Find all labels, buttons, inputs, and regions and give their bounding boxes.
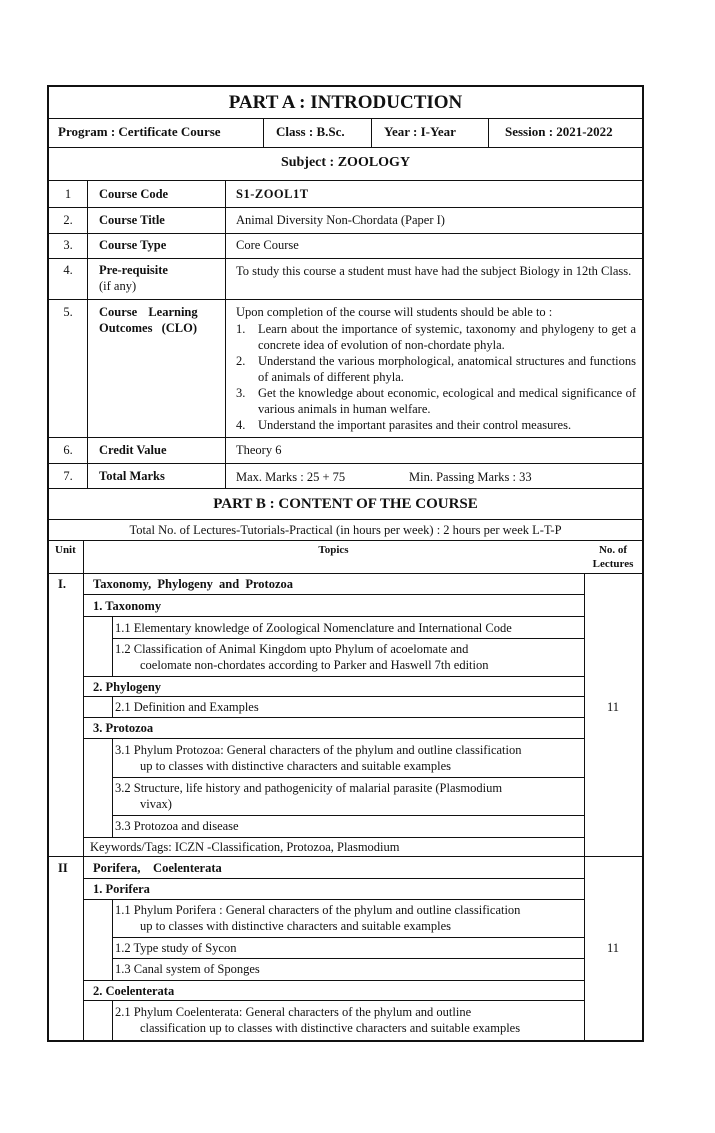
part-a-title: PART A : INTRODUCTION — [228, 92, 463, 113]
class-label: Class : B.Sc. — [276, 124, 345, 139]
indent-divider — [112, 738, 113, 837]
section-heading: 2. Coelenterata — [93, 984, 175, 998]
divider — [49, 207, 642, 208]
unit-number: II — [58, 861, 68, 875]
indent-divider — [112, 696, 113, 717]
prerequisite-label-note: (if any) — [99, 279, 137, 293]
topic-item-cont: up to classes with distinctive characters and suitable examples — [140, 759, 452, 773]
section-heading: 1. Porifera — [93, 882, 150, 896]
divider — [49, 180, 642, 181]
prerequisite-value: To study this course a student must have had the subject Biology in 12th Class. — [236, 264, 632, 278]
clo-item: 3. Get the knowledge about economic, ecological and medical significance of various animals in human welfare. — [236, 386, 636, 416]
course-type-label: Course Type — [99, 238, 167, 252]
divider — [83, 837, 584, 838]
topic-item: 1.1 Phylum Porifera : General characters of the phylum and outline classification — [115, 903, 521, 917]
unit-title: Taxonomy, Phylogeny and Protozoa — [93, 577, 293, 591]
subject-title: Subject : ZOOLOGY — [280, 155, 411, 170]
divider — [112, 958, 584, 959]
indent-divider — [112, 1000, 113, 1041]
course-code-label: Course Code — [99, 187, 169, 201]
divider — [83, 616, 584, 617]
divider — [49, 488, 642, 489]
topic-item: 2.1 Definition and Examples — [115, 700, 259, 714]
divider — [263, 118, 264, 147]
divider — [112, 777, 584, 778]
lectures-header: No. of — [598, 544, 628, 556]
row-number: 5. — [63, 305, 73, 319]
divider — [49, 437, 642, 438]
clo-label-note: Outcomes (CLO) — [99, 321, 197, 335]
divider — [488, 118, 489, 147]
divider — [49, 519, 642, 520]
topic-item-cont: coelomate non-chordates according to Parker and Haswell 7th edition — [140, 658, 489, 672]
topic-item: 1.1 Elementary knowledge of Zoological Nomenclature and International Code — [115, 621, 512, 635]
topic-item: 3.1 Phylum Protozoa: General characters of the phylum and outline classification — [115, 743, 522, 757]
divider — [49, 147, 642, 148]
unit-number: I. — [58, 577, 66, 591]
col-divider — [584, 574, 585, 1041]
lectures-note: Total No. of Lectures-Tutorials-Practical (in hours per week) : 2 hours per week L-T-P — [129, 523, 562, 537]
min-passing-marks: Min. Passing Marks : 33 — [409, 470, 532, 484]
course-code-value: S1-ZOOL1T — [236, 187, 309, 201]
row-number: 4. — [63, 263, 73, 277]
indent-divider — [112, 899, 113, 980]
clo-intro: Upon completion of the course will students should be able to : — [236, 305, 553, 319]
divider — [49, 540, 642, 541]
col-divider — [225, 180, 226, 488]
divider — [49, 233, 642, 234]
topic-item: 1.2 Type study of Sycon — [115, 941, 237, 955]
keywords: Keywords/Tags: ICZN -Classification, Protozoa, Plasmodium — [90, 840, 400, 854]
divider — [83, 899, 584, 900]
lectures-header-2: Lectures — [592, 558, 634, 570]
unit-title: Porifera, Coelenterata — [93, 861, 222, 875]
prerequisite-label: Pre-requisite — [99, 263, 168, 277]
divider — [112, 638, 584, 639]
topic-item-cont: vivax) — [140, 797, 172, 811]
lecture-count: 11 — [606, 941, 620, 955]
topic-item: 3.2 Structure, life history and pathogenicity of malarial parasite (Plasmodium — [115, 781, 503, 795]
divider — [83, 717, 584, 718]
section-heading: 1. Taxonomy — [93, 599, 162, 613]
divider — [83, 738, 584, 739]
divider — [49, 258, 642, 259]
col-divider — [87, 180, 88, 488]
course-title-label: Course Title — [99, 213, 165, 227]
clo-label: Course Learning — [99, 305, 198, 319]
topics-header: Topics — [318, 544, 349, 556]
divider — [112, 937, 584, 938]
topic-item: 1.3 Canal system of Sponges — [115, 962, 260, 976]
topic-item-cont: up to classes with distinctive characters and suitable examples — [140, 919, 452, 933]
program-label: Program : Certificate Course — [58, 124, 221, 139]
lecture-count: 11 — [606, 700, 620, 714]
year-label: Year : I-Year — [384, 124, 456, 139]
clo-item: 2. Understand the various morphological, anatomical structures and functions of animals of different phyla. — [236, 354, 636, 384]
divider — [83, 696, 584, 697]
divider — [83, 594, 584, 595]
part-b-title: PART B : CONTENT OF THE COURSE — [213, 496, 478, 512]
section-heading: 3. Protozoa — [93, 721, 154, 735]
divider — [83, 1000, 584, 1001]
max-marks: Max. Marks : 25 + 75 — [236, 470, 346, 484]
clo-item: 4. Understand the important parasites and their control measures. — [236, 418, 572, 432]
divider — [49, 463, 642, 464]
topic-item-cont: classification up to classes with distinctive characters and suitable examples — [140, 1021, 521, 1035]
topic-item: 3.3 Protozoa and disease — [115, 819, 239, 833]
indent-divider — [112, 616, 113, 676]
course-type-value: Core Course — [236, 238, 299, 252]
row-number: 1 — [64, 187, 72, 201]
divider — [49, 573, 642, 574]
divider — [112, 815, 584, 816]
divider — [371, 118, 372, 147]
divider — [49, 856, 642, 857]
clo-item: 1. Learn about the importance of systemic, taxonomy and phylogeny to get a concrete idea of evolution of non-chordate phyla. — [236, 322, 636, 352]
section-heading: 2. Phylogeny — [93, 680, 162, 694]
row-number: 2. — [63, 213, 73, 227]
row-number: 3. — [63, 238, 73, 252]
session-label: Session : 2021-2022 — [505, 124, 613, 139]
clo-list — [236, 321, 636, 433]
topic-item: 2.1 Phylum Coelenterata: General characters of the phylum and outline — [115, 1005, 472, 1019]
total-marks-label: Total Marks — [99, 469, 165, 483]
row-number: 7. — [63, 469, 73, 483]
credit-value-label: Credit Value — [99, 443, 167, 457]
course-title-value: Animal Diversity Non-Chordata (Paper I) — [236, 213, 445, 227]
divider — [83, 980, 584, 981]
credit-value: Theory 6 — [236, 443, 282, 457]
divider — [83, 878, 584, 879]
topic-item: 1.2 Classification of Animal Kingdom upto Phylum of acoelomate and — [115, 642, 469, 656]
row-number: 6. — [63, 443, 73, 457]
unit-header: Unit — [55, 544, 76, 556]
divider — [83, 676, 584, 677]
divider — [49, 299, 642, 300]
divider — [49, 118, 642, 119]
